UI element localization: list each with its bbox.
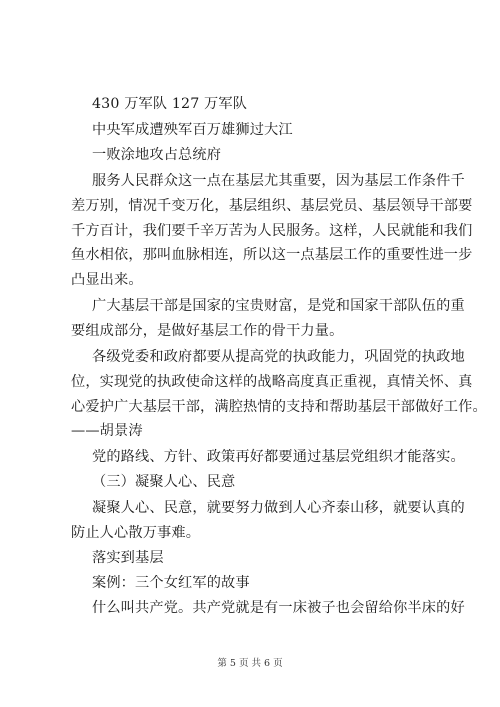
text-line-troops: 430 万军队 127 万军队 xyxy=(92,96,248,112)
quote-attribution: ——胡景涛 xyxy=(71,423,143,439)
text-line-central-army: 中央军成遭殃军百万雄狮过大江 xyxy=(92,122,293,138)
section-heading: （三）凝聚人心、民意 xyxy=(92,474,236,490)
paragraph-line: 鱼水相依，那叫血脉相连，所以这一点基层工作的重要性进一步 xyxy=(71,247,473,263)
paragraph-line: 什么叫共产党。共产党就是有一床被子也会留给你半床的好 xyxy=(92,600,465,616)
paragraph-line: 党的路线、方针、政策再好都要通过基层党组织才能落实。 xyxy=(92,449,465,465)
text-line-presidential-palace: 一败涂地攻占总统府 xyxy=(92,147,222,163)
paragraph-line: 位，实现党的执政使命这样的战略高度真正重视，真情关怀、真 xyxy=(71,374,473,390)
paragraph-line: 千方百计，我们要千辛万苦为人民服务。这样，人民就能和我们 xyxy=(71,223,473,239)
page-number-footer: 第 5 页 共 6 页 xyxy=(217,658,283,669)
paragraph-line: 广大基层干部是国家的宝贵财富，是党和国家干部队伍的重 xyxy=(92,298,465,314)
paragraph-line: 差万别，情况千变万化，基层组织、基层党员、基层领导干部要 xyxy=(71,198,473,214)
paragraph-line: 服务人民群众这一点在基层尤其重要，因为基层工作条件千 xyxy=(92,173,465,189)
paragraph-line: 凝聚人心、民意，就要努力做到人心齐泰山移，就要认真的 xyxy=(92,500,465,516)
subheading: 落实到基层 xyxy=(92,550,164,566)
paragraph-line: 防止人心散万事难。 xyxy=(71,525,201,541)
case-title: 案例：三个女红军的故事 xyxy=(92,575,250,591)
paragraph-line: 心爱护广大基层干部，满腔热情的支持和帮助基层干部做好工作。 xyxy=(71,399,487,415)
paragraph-line: 要组成部分，是做好基层工作的骨干力量。 xyxy=(71,323,344,339)
paragraph-line: 凸显出来。 xyxy=(71,272,143,288)
paragraph-line: 各级党委和政府都要从提高党的执政能力，巩固党的执政地 xyxy=(92,349,465,365)
